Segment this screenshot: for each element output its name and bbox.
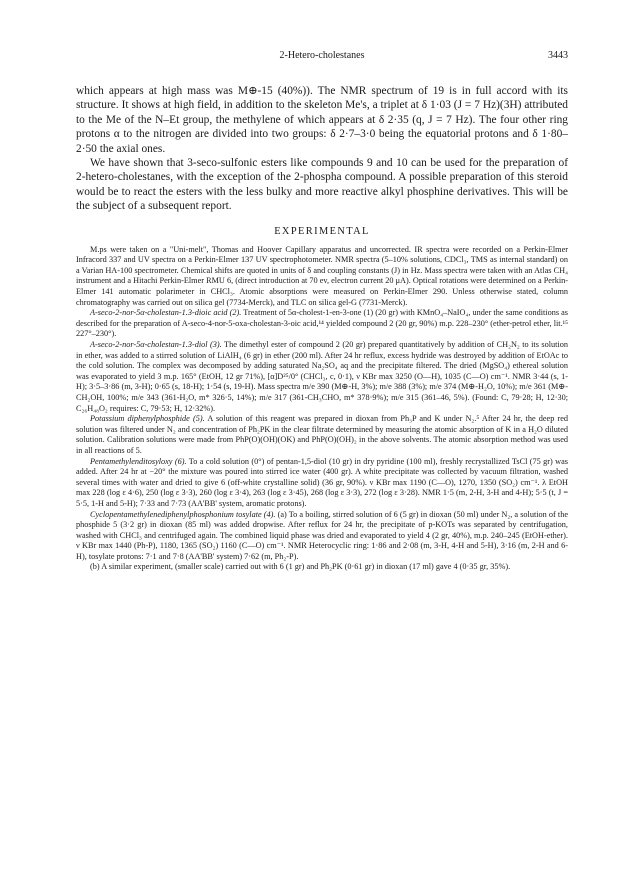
entry-text: To a cold solution (0°) of pentan-1,5-diol (10 gr) in dry pyridine (100 ml), freshly recrystallized TsCl (75 gr) was added. After 24 hr at −20° the mixture was poured into stirred ice water (400 gr). A white precipitate was collected by vacuum filtration, washed several times with water and dried to give 6 (off-white crystalline solid) (36 gr, 90%). ν KBr max 1190 (C—O), 1270, 1350 (SO₂) cm⁻¹. λ EtOH max 228 (log ε 4·6), 250 (log ε 3·3), 260 (log ε 3·4), 263 (log ε 3·45), 268 (log ε 3·3), 272 (log ε 3·28). NMR 1·5 (m, 2-H, 3-H and 4-H); 5·5 (t, J = 5·5, 1-H and 5-H); 7·33 and 7·73 (AA'BB' system, aromatic protons). — [76, 456, 568, 508]
page-number: 3443 — [548, 50, 568, 61]
experimental-entry — [76, 457, 568, 510]
experimental-entry — [76, 510, 568, 563]
compound-name: A-seco-2-nor-5α-cholestan-1.3-dioic acid (2). — [90, 308, 242, 318]
running-title: 2-Hetero-cholestanes — [279, 50, 365, 61]
entry-text: (b) A similar experiment, (smaller scale) carried out with 6 (1 gr) and Ph₂PK (0·61 gr) in dioxan (17 ml) gave 4 (0·35 gr, 35%). — [90, 562, 511, 572]
main-text — [76, 84, 568, 214]
experimental-entry — [76, 340, 568, 414]
compound-name: Pentamethylenditosyloxy (6). — [90, 456, 187, 466]
entry-text: Treatment of 5α-cholest-1-en-3-one (1) (20 gr) with KMnO₄–NaIO₄, under the same conditions as described for the preparation of A-seco-4-nor-5-oxa-cholestan-3-oic acid,¹⁴ yielded compound 2 (20 gr, 90%) m.p. 228–230° (ether-petrol ether, lit.¹⁵ 227°–230°). — [76, 308, 568, 339]
body-paragraph: which appears at high mass was M⊕-15 (40%)). The NMR spectrum of 19 is in full accord with its structure. It shows at high field, in addition to the skeleton Me's, a triplet at δ 1·03 (J = 7 Hz)(3H) attributed to the Me of the N–Et group, the methylene of which appears at δ 2·35 (q, J = 7 Hz). The four other ring protons α to the nitrogen are divided into two groups: δ 2·7–3·0 being the equatorial protons and δ 1·80–2·50 the axial ones. — [76, 85, 568, 155]
experimental-entry — [76, 308, 568, 340]
entry-text: (a) To a boiling, stirred solution of 6 (5 gr) in dioxan (50 ml) under N₂, a solution of the phosphide 5 (3·2 gr) in dioxan (85 ml) was added dropwise. After reflux for 24 hr, the precipitate of p-KOTs was separated by centrifugation, washed with CHCl₃ and centrifuged again. The combined liquid phase was dried and evaporated to yield 4 (2 gr, 40%), m.p. 240–245 (EtOH-ether). ν KBr max 1440 (Ph-P), 1180, 1365 (SO₂) 1160 (C—O) cm⁻¹. NMR Heterocyclic ring: 1·86 and 2·08 (m, 3-H, 4-H and 5-H), 3·16 (m, 2-H and 6-H), tosylate protons: 7·1 and 7·8 (AA'BB' system) 7·62 (m, Ph₂-P). — [76, 509, 568, 561]
experimental-section — [76, 245, 568, 573]
experimental-intro: M.ps were taken on a "Uni-melt", Thomas and Hoover Capillary apparatus and uncorrected. IR spectra were recorded on a Perkin-Elmer Infracord 337 and UV spectra on a Perkin-Elmer 137 UV spectrophotometer. NMR spectra (5–10% solutions, CDCl₃, TMS as internal standard) on a Varian HA-100 spectrometer. Chemical shifts are quoted in units of δ and coupling constants (J) in Hz. Mass spectra were taken with an Atlas CH₄ instrument and a Hitachi Perkin-Elmer RMU 6, (direct introduction at 70 ev, electron current 20 μA). Optical rotations were determined on a Perkin-Elmer 141 automatic polarimeter in CHCl₃. Atomic absorptions were measured on Perkin-Elmer 290. Unless otherwise stated, column chromatography was carried out on silica gel (7734-Merck), and TLC on silica gel-G (7731-Merck). — [76, 244, 568, 307]
entry-text: The dimethyl ester of compound 2 (20 gr) prepared quantitatively by addition of CH₂N₂ to its solution in ether, was added to a stirred solution of LiAlH₄ (6 gr) in ether (200 ml). After 24 hr reflux, excess hydride was destroyed by addition of EtOAc to the cold solution. The complex was decomposed by adding saturated Na₂SO₄ aq and the precipitate filtered. The dried (MgSO₄) ethereal solution was evaporated to yield 3 m.p. 165° (EtOH, 12 gr 71%), [α]D²⁵/0° (CHCl₃, c, 0·1), ν KBr max 3250 (O—H), 1035 (C—O) cm⁻¹. NMR 3·44 (s, 1-H); 3·5–3·86 (m, 3-H); 0·65 (s, 18-H); 1·54 (s, 19-H). Mass spectra m/e 390 (M⊕-H, 3%); m/e 388 (3%); m/e 374 (M⊕-H₂O, 10%); m/e 361 (M⊕-CH₂OH, 100%; m/e 343 (361-H₂O, m* 326·5, 14%); m/e 317 (361-CH₃CHO, m* 378·9%); m/e 315 (361–46, 5%). (Found: C, 79·28; H, 12·30; C₂₆H₄₈O₂ requires: C, 79·53; H, 12·32%). — [76, 340, 568, 413]
compound-name: A-seco-2-nor-5α-cholestan-1.3-diol (3). — [90, 340, 222, 349]
entry-text: A solution of this reagent was prepared in dioxan from Ph₃P and K under N₂.⁵ After 24 hr, the deep red solution was filtered under N₂ and concentration of Ph₂PK in the clear filtrate determined by measuring the atomic absorption of K in a H₂O diluted solution. Calibration solutions were made from PhP(O)(OH)(OK) and PhP(O)(OH)₂ in the above solvents. The atomic absorption method was used in all reactions of 5. — [76, 414, 568, 455]
section-heading: EXPERIMENTAL — [274, 225, 370, 237]
body-paragraph: We have shown that 3-seco-sulfonic esters like compounds 9 and 10 can be used for the preparation of 2-hetero-cholestanes, with the exception of the 2-phospha compound. A possible preparation of this steroid would be to react the esters with the less bulky and more reactive alkyl phosphine derivatives. This will be the subject of a subsequent report. — [76, 157, 568, 213]
compound-name: Potassium diphenylphosphide (5). — [90, 414, 205, 424]
journal-page — [76, 50, 568, 573]
experimental-entry — [76, 562, 568, 573]
experimental-entry — [76, 414, 568, 456]
page-header — [76, 50, 568, 66]
compound-name: Cyclopentamethylenediphenylphosphonium tosylate (4). — [90, 509, 276, 519]
